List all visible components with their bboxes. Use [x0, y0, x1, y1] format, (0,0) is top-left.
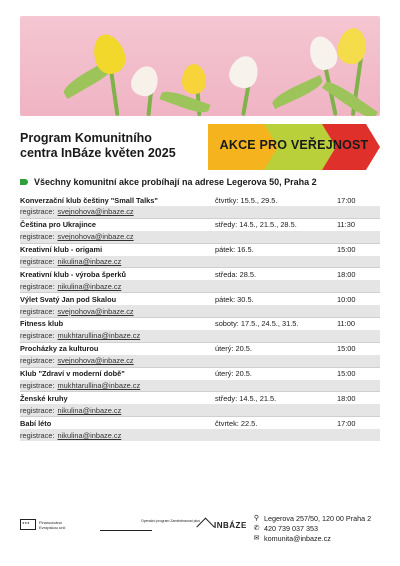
event-date: středy: 14.5., 21.5., 28.5.: [215, 220, 297, 230]
inbaze-logo: [198, 516, 247, 530]
event-time: 17:00: [337, 195, 356, 205]
eu-logo: [20, 519, 79, 530]
contact-phone: [252, 524, 371, 534]
house-icon: [198, 516, 212, 530]
registration-row: [20, 231, 380, 243]
contact-address: [252, 514, 371, 524]
event-time: 15:00: [337, 369, 356, 379]
contact-email: [252, 534, 371, 544]
location-pin-icon: ⚲: [253, 515, 260, 522]
event-time: 17:00: [337, 418, 356, 428]
registration-email-link[interactable]: svejnohova@inbaze.cz: [57, 207, 134, 217]
registration-row: [20, 280, 380, 292]
phone-icon: ✆: [253, 525, 260, 532]
footer: [20, 510, 380, 550]
event-name: Kreativní klub - výroba šperků: [20, 269, 126, 279]
event-name: Čeština pro Ukrajince: [20, 220, 96, 230]
registration-label: registrace:: [20, 380, 55, 390]
registration-row: [20, 305, 380, 317]
event-row: [20, 219, 380, 231]
registration-email-link[interactable]: mukhtarullina@inbaze.cz: [57, 331, 141, 341]
event-time: 11:30: [337, 220, 355, 230]
event-row: [20, 392, 380, 404]
event-time: 11:00: [337, 319, 355, 329]
registration-email-link[interactable]: mukhtarullina@inbaze.cz: [57, 380, 141, 390]
event-time: 18:00: [337, 393, 356, 403]
event-item: [20, 391, 380, 416]
event-name: Babí léto: [20, 418, 52, 428]
event-row: [20, 368, 380, 380]
event-date: pátek: 16.5.: [215, 245, 254, 255]
event-item: [20, 292, 380, 317]
event-date: pátek: 30.5.: [215, 294, 254, 304]
inbaze-logo-text: INBÁZE: [214, 521, 247, 530]
event-item: [20, 218, 380, 243]
registration-label: registrace:: [20, 306, 55, 316]
events-list: [20, 194, 380, 441]
registration-row: [20, 330, 380, 342]
address-text: Legerova 257/50, 120 00 Praha 2: [264, 514, 372, 523]
event-date: středy: 14.5., 21.5.: [215, 393, 277, 403]
address-note: [20, 177, 380, 187]
public-events-banner: [208, 124, 380, 170]
event-row: [20, 417, 380, 429]
event-item: [20, 243, 380, 268]
event-item: [20, 342, 380, 367]
registration-email-link[interactable]: nikulina@inbaze.cz: [57, 430, 122, 440]
event-row: [20, 343, 380, 355]
program-title: [20, 131, 210, 161]
program-title-line2: centra InBáze květen 2025: [20, 146, 176, 160]
event-date: středa: 28.5.: [215, 269, 257, 279]
event-name: Ženské kruhy: [20, 393, 68, 403]
registration-label: registrace:: [20, 281, 55, 291]
event-name: Kreativní klub - origami: [20, 245, 103, 255]
event-time: 18:00: [337, 269, 356, 279]
event-name: Procházky za kulturou: [20, 344, 99, 354]
event-date: úterý: 20.5.: [215, 344, 252, 354]
event-item: [20, 194, 380, 218]
registration-email-link[interactable]: svejnohova@inbaze.cz: [57, 356, 134, 366]
event-date: čtvrtky: 15.5., 29.5.: [215, 195, 278, 205]
registration-email-link[interactable]: nikulina@inbaze.cz: [57, 256, 122, 266]
registration-label: registrace:: [20, 356, 55, 366]
event-row: [20, 293, 380, 305]
divider: [100, 530, 152, 531]
registration-label: registrace:: [20, 232, 55, 242]
registration-row: [20, 404, 380, 416]
email-text[interactable]: komunita@inbaze.cz: [264, 534, 331, 543]
registration-label: registrace:: [20, 256, 55, 266]
event-item: [20, 416, 380, 441]
registration-row: [20, 380, 380, 392]
registration-row: [20, 206, 380, 218]
registration-row: [20, 256, 380, 268]
program-title-line1: Program Komunitního: [20, 131, 152, 145]
event-date: úterý: 20.5.: [215, 369, 252, 379]
registration-email-link[interactable]: svejnohova@inbaze.cz: [57, 232, 134, 242]
arrow-marker-icon: [20, 179, 28, 185]
event-row: [20, 194, 380, 206]
event-name: Výlet Svatý Jan pod Skalou: [20, 294, 117, 304]
event-name: Klub "Zdraví v moderní době": [20, 369, 125, 379]
registration-label: registrace:: [20, 331, 55, 341]
event-date: čtvrtek: 22.5.: [215, 418, 258, 428]
registration-email-link[interactable]: svejnohova@inbaze.cz: [57, 306, 134, 316]
event-name: Konverzační klub češtiny "Small Talks": [20, 195, 158, 205]
eu-funding-text: Financováno Evropskou unií: [39, 519, 66, 530]
registration-label: registrace:: [20, 430, 55, 440]
event-date: soboty: 17.5., 24.5., 31.5.: [215, 319, 299, 329]
registration-row: [20, 429, 380, 441]
event-item: [20, 317, 380, 342]
eu-flag-icon: [20, 519, 36, 530]
event-name: Fitness klub: [20, 319, 64, 329]
registration-email-link[interactable]: nikulina@inbaze.cz: [57, 281, 122, 291]
event-time: 15:00: [337, 344, 356, 354]
event-time: 10:00: [337, 294, 356, 304]
phone-text: 420 739 037 353: [264, 524, 318, 533]
banner-label: AKCE PRO VEŘEJNOST: [219, 138, 369, 152]
event-row: [20, 268, 380, 280]
event-item: [20, 367, 380, 392]
event-row: [20, 318, 380, 330]
registration-row: [20, 355, 380, 367]
registration-label: registrace:: [20, 207, 55, 217]
event-item: [20, 267, 380, 292]
event-time: 15:00: [337, 245, 356, 255]
event-row: [20, 244, 380, 256]
contact-info: [252, 514, 371, 544]
registration-label: registrace:: [20, 405, 55, 415]
address-note-text: Všechny komunitní akce probíhají na adrese Legerova 50, Praha 2: [34, 177, 317, 187]
hero-tulips-image: [20, 16, 380, 116]
operational-program-logo: Operační program Zaměstnanost plus: [141, 519, 200, 523]
registration-email-link[interactable]: nikulina@inbaze.cz: [57, 405, 122, 415]
envelope-icon: ✉: [253, 535, 260, 542]
